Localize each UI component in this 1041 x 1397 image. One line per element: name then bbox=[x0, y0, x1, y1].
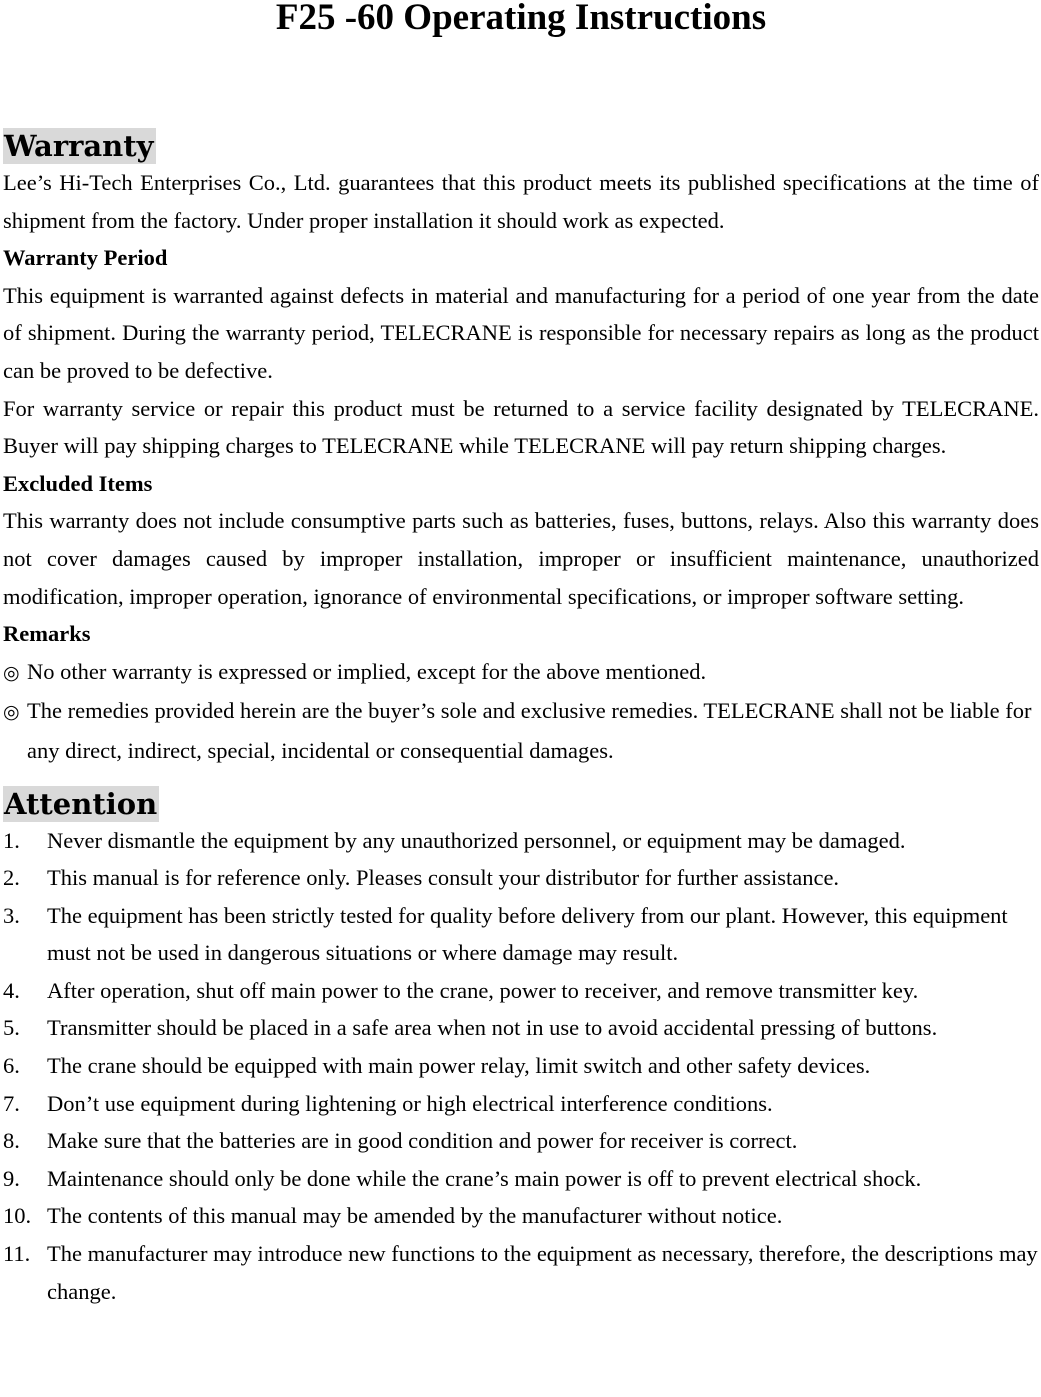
item-number: 1. bbox=[3, 827, 20, 853]
remark-item bbox=[3, 653, 1039, 693]
item-text: The manufacturer may introduce new functions to the equipment as necessary, therefore, the descriptions may change. bbox=[47, 1241, 1038, 1304]
warranty-intro: Lee’s Hi-Tech Enterprises Co., Ltd. guarantees that this product meets its published specifications at the time of shipment from the factory. Under proper installation it should work as expected. bbox=[3, 170, 1039, 233]
item-number: 11. bbox=[3, 1241, 31, 1267]
item-number: 8. bbox=[3, 1128, 20, 1154]
item-number: 2. bbox=[3, 865, 20, 891]
remark-item bbox=[3, 692, 1039, 769]
document-title: F25 -60 Operating Instructions bbox=[275, 0, 767, 38]
attention-item bbox=[3, 1009, 1039, 1047]
item-number: 9. bbox=[3, 1165, 20, 1191]
attention-item bbox=[3, 859, 1039, 897]
remark-text: The remedies provided herein are the buyer’s sole and exclusive remedies. TELECRANE shall not be liable for any direct, indirect, special, incidental or consequential damages. bbox=[27, 698, 1032, 763]
attention-item bbox=[3, 822, 1039, 860]
item-number: 4. bbox=[3, 977, 20, 1003]
item-text: Don’t use equipment during lightening or high electrical interference conditions. bbox=[47, 1090, 773, 1116]
attention-item bbox=[3, 1160, 1039, 1198]
item-text: The contents of this manual may be amended by the manufacturer without notice. bbox=[47, 1203, 783, 1229]
item-text: After operation, shut off main power to the crane, power to receiver, and remove transmitter key. bbox=[47, 977, 919, 1003]
item-number: 5. bbox=[3, 1015, 20, 1041]
excluded-items-text: This warranty does not include consumptive parts such as batteries, fuses, buttons, relays. Also this warranty does not cover damages caused by improper installation, improper or insufficient maintenance, unauthorized modification, improper operation, ignorance of environmental specifications, or improper software setting. bbox=[3, 508, 1039, 609]
attention-item bbox=[3, 1047, 1039, 1085]
item-text: The equipment has been strictly tested for quality before delivery from our plant. However, this equipment must not be used in dangerous situations or where damage may result. bbox=[47, 902, 1008, 966]
item-number: 3. bbox=[3, 902, 20, 928]
item-text: The crane should be equipped with main power relay, limit switch and other safety devices. bbox=[47, 1053, 871, 1079]
attention-item bbox=[3, 1122, 1039, 1160]
remarks-heading: Remarks bbox=[3, 621, 91, 647]
warranty-service-text: For warranty service or repair this product must be returned to a service facility designated by TELECRANE. Buyer will pay shipping charges to TELECRANE while TELECRANE will pay return shipping charges. bbox=[3, 395, 1039, 459]
item-text: Maintenance should only be done while the crane’s main power is off to prevent electrical shock. bbox=[47, 1165, 922, 1191]
warranty-heading: Warranty bbox=[4, 129, 154, 163]
attention-item bbox=[3, 972, 1039, 1010]
double-circle-icon: ◎ bbox=[3, 701, 20, 724]
double-circle-icon: ◎ bbox=[3, 661, 20, 684]
attention-list bbox=[3, 822, 1039, 1311]
item-text: Make sure that the batteries are in good condition and power for receiver is correct. bbox=[47, 1128, 798, 1154]
item-number: 6. bbox=[3, 1053, 20, 1079]
warranty-period-heading: Warranty Period bbox=[3, 245, 168, 271]
item-number: 7. bbox=[3, 1090, 20, 1116]
item-number: 10. bbox=[3, 1203, 32, 1229]
attention-item bbox=[3, 1197, 1039, 1235]
item-text: Transmitter should be placed in a safe area when not in use to avoid accidental pressing of buttons. bbox=[47, 1015, 938, 1041]
document-page bbox=[3, 0, 1039, 1310]
attention-item bbox=[3, 1085, 1039, 1123]
warranty-period-text: This equipment is warranted against defects in material and manufacturing for a period of one year from the date of shipment. During the warranty period, TELECRANE is responsible for necessary repairs as long as the product can be proved to be defective. bbox=[3, 282, 1039, 383]
attention-heading: Attention bbox=[4, 786, 158, 821]
attention-item bbox=[3, 897, 1039, 972]
excluded-items-heading: Excluded Items bbox=[3, 470, 153, 496]
attention-item bbox=[3, 1235, 1039, 1310]
item-text: Never dismantle the equipment by any unauthorized personnel, or equipment may be damaged. bbox=[47, 827, 906, 853]
remark-text: No other warranty is expressed or implied, except for the above mentioned. bbox=[27, 658, 707, 684]
item-text: This manual is for reference only. Pleases consult your distributor for further assistance. bbox=[47, 865, 840, 891]
